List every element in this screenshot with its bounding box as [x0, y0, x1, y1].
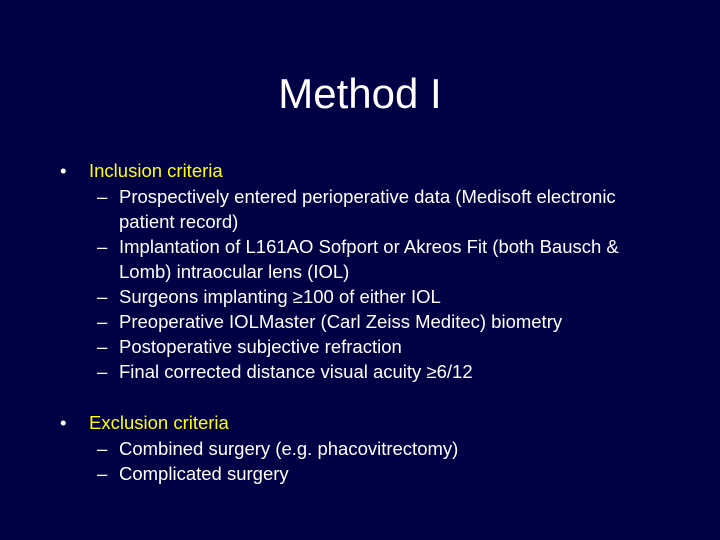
exclusion-criteria-bullet [0, 410, 720, 436]
list-item [0, 334, 720, 359]
dash-glyph: – [97, 336, 108, 357]
list-item [0, 309, 720, 334]
list-item-text: Final corrected distance visual acuity ≥6/12 [119, 361, 473, 382]
list-item-text: Preoperative IOLMaster (Carl Zeiss Meditec) biometry [119, 311, 563, 332]
list-item [0, 359, 720, 384]
list-item-text: Combined surgery (e.g. phacovitrectomy) [119, 438, 459, 459]
dash-glyph: – [97, 463, 108, 484]
list-item [0, 461, 720, 486]
dash-glyph: – [97, 438, 108, 459]
list-item-text: Postoperative subjective refraction [119, 336, 402, 357]
inclusion-criteria-heading: Inclusion criteria [89, 160, 223, 181]
list-item [0, 234, 720, 284]
dash-glyph: – [97, 311, 108, 332]
slide-title: Method I [278, 70, 442, 117]
dash-glyph: – [97, 286, 108, 307]
exclusion-criteria-list [0, 436, 720, 486]
exclusion-criteria-heading: Exclusion criteria [89, 412, 229, 433]
list-item-text: Prospectively entered perioperative data (Medisoft electronic patient record) [119, 186, 616, 232]
dash-glyph: – [97, 361, 108, 382]
list-item [0, 184, 720, 234]
list-item-text: Surgeons implanting ≥100 of either IOL [119, 286, 441, 307]
bullet-glyph: • [60, 412, 67, 433]
bullet-glyph: • [60, 160, 67, 181]
list-item [0, 284, 720, 309]
exclusion-criteria-section [0, 410, 720, 486]
dash-glyph: – [97, 186, 108, 207]
inclusion-criteria-list [0, 184, 720, 384]
list-item [0, 436, 720, 461]
dash-glyph: – [97, 236, 108, 257]
list-item-text: Complicated surgery [119, 463, 289, 484]
list-item-text: Implantation of L161AO Sofport or Akreos Fit (both Bausch & Lomb) intraocular lens (IOL) [119, 236, 619, 282]
inclusion-criteria-section [0, 158, 720, 384]
inclusion-criteria-bullet [0, 158, 720, 184]
